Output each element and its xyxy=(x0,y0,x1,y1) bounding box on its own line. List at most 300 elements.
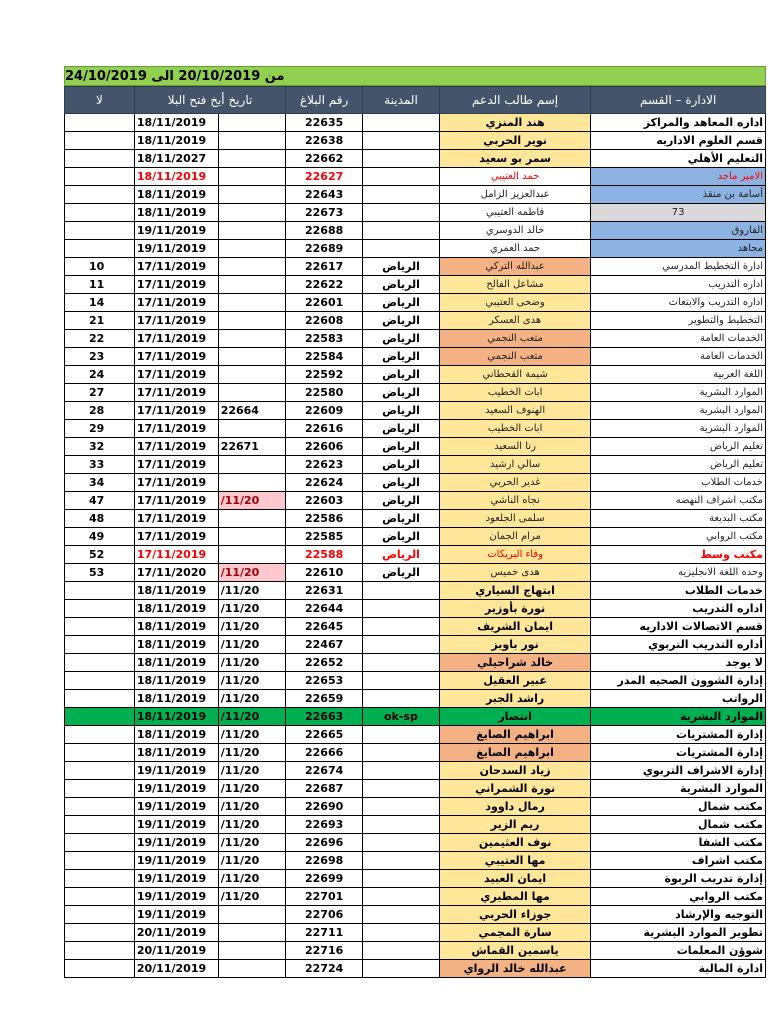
cell-city[interactable]: الرياض xyxy=(363,474,440,492)
cell-ticket[interactable]: 22663 xyxy=(286,708,363,726)
cell-date[interactable]: 17/11/2019 xyxy=(134,438,218,456)
cell-index[interactable]: 48 xyxy=(65,510,135,528)
cell-index[interactable]: 33 xyxy=(65,456,135,474)
cell-extra[interactable]: /11/20 xyxy=(218,816,286,834)
cell-ticket[interactable]: 22665 xyxy=(286,726,363,744)
cell-requester[interactable]: ابراهيم الصايغ xyxy=(439,744,590,762)
cell-index[interactable] xyxy=(65,942,135,960)
cell-requester[interactable]: جوزاء الحربي xyxy=(439,906,590,924)
cell-ticket[interactable]: 22643 xyxy=(286,186,363,204)
cell-city[interactable]: الرياض xyxy=(363,348,440,366)
cell-date[interactable]: 19/11/2019 xyxy=(134,798,218,816)
cell-index[interactable]: 10 xyxy=(65,258,135,276)
cell-date[interactable]: 17/11/2019 xyxy=(134,384,218,402)
cell-department[interactable]: خدمات الطلاب xyxy=(591,474,766,492)
cell-extra[interactable]: /11/20 xyxy=(218,654,286,672)
cell-ticket[interactable]: 22635 xyxy=(286,114,363,132)
cell-index[interactable]: 53 xyxy=(65,564,135,582)
cell-ticket[interactable]: 22622 xyxy=(286,276,363,294)
cell-index[interactable] xyxy=(65,132,135,150)
cell-index[interactable] xyxy=(65,654,135,672)
cell-index[interactable] xyxy=(65,762,135,780)
cell-city[interactable] xyxy=(363,150,440,168)
cell-ticket[interactable]: 22580 xyxy=(286,384,363,402)
cell-ticket[interactable]: 22652 xyxy=(286,654,363,672)
cell-department[interactable]: اداره التدريب xyxy=(591,276,766,294)
cell-ticket[interactable]: 22693 xyxy=(286,816,363,834)
cell-department[interactable]: التعليم الأهلي xyxy=(591,150,766,168)
cell-extra[interactable] xyxy=(218,312,286,330)
cell-date[interactable]: 20/11/2019 xyxy=(134,960,218,978)
cell-requester[interactable]: خالد الدوسري xyxy=(439,222,590,240)
cell-department[interactable]: مجاهد xyxy=(591,240,766,258)
cell-index[interactable] xyxy=(65,150,135,168)
cell-department[interactable]: إدارة الاشراف التربوي xyxy=(591,762,766,780)
cell-date[interactable]: 18/11/2019 xyxy=(134,744,218,762)
cell-extra[interactable]: /11/20 xyxy=(218,780,286,798)
cell-extra[interactable] xyxy=(218,942,286,960)
cell-requester[interactable]: حمد العمري xyxy=(439,240,590,258)
cell-city[interactable] xyxy=(363,186,440,204)
cell-requester[interactable]: ابتهاج السياري xyxy=(439,582,590,600)
cell-index[interactable] xyxy=(65,690,135,708)
cell-requester[interactable]: نجاه الناشي xyxy=(439,492,590,510)
cell-city[interactable] xyxy=(363,672,440,690)
cell-requester[interactable]: وضحى العتيبي xyxy=(439,294,590,312)
cell-city[interactable]: الرياض xyxy=(363,366,440,384)
cell-department[interactable]: مكتب الشفا xyxy=(591,834,766,852)
cell-department[interactable]: 73 xyxy=(591,204,766,222)
cell-index[interactable] xyxy=(65,816,135,834)
cell-extra[interactable] xyxy=(218,348,286,366)
cell-requester[interactable]: ياسمين القماش xyxy=(439,942,590,960)
cell-index[interactable] xyxy=(65,672,135,690)
cell-extra[interactable] xyxy=(218,204,286,222)
cell-requester[interactable]: رمال داوود xyxy=(439,798,590,816)
cell-city[interactable] xyxy=(363,906,440,924)
cell-date[interactable]: 17/11/2019 xyxy=(134,510,218,528)
cell-extra[interactable]: /11/20 xyxy=(218,798,286,816)
cell-index[interactable]: 22 xyxy=(65,330,135,348)
cell-requester[interactable]: سالي ارشيد xyxy=(439,456,590,474)
cell-city[interactable] xyxy=(363,204,440,222)
cell-index[interactable]: 24 xyxy=(65,366,135,384)
cell-index[interactable] xyxy=(65,960,135,978)
cell-index[interactable]: 32 xyxy=(65,438,135,456)
cell-city[interactable] xyxy=(363,834,440,852)
cell-department[interactable]: تعليم الرياض xyxy=(591,456,766,474)
cell-date[interactable]: 17/11/2019 xyxy=(134,456,218,474)
cell-city[interactable] xyxy=(363,744,440,762)
cell-city[interactable] xyxy=(363,762,440,780)
cell-date[interactable]: 19/11/2019 xyxy=(134,762,218,780)
cell-extra[interactable] xyxy=(218,276,286,294)
cell-index[interactable] xyxy=(65,888,135,906)
cell-date[interactable]: 17/11/2019 xyxy=(134,366,218,384)
cell-extra[interactable]: /11/20 xyxy=(218,618,286,636)
cell-requester[interactable]: وفاء البريكات xyxy=(439,546,590,564)
cell-index[interactable] xyxy=(65,708,135,726)
cell-city[interactable] xyxy=(363,888,440,906)
cell-ticket[interactable]: 22716 xyxy=(286,942,363,960)
cell-city[interactable]: الرياض xyxy=(363,402,440,420)
cell-index[interactable]: 34 xyxy=(65,474,135,492)
cell-index[interactable] xyxy=(65,870,135,888)
cell-date[interactable]: 18/11/2019 xyxy=(134,114,218,132)
cell-extra[interactable] xyxy=(218,330,286,348)
cell-extra[interactable]: /11/20 xyxy=(218,672,286,690)
cell-city[interactable] xyxy=(363,168,440,186)
cell-extra[interactable]: /11/20 xyxy=(218,690,286,708)
cell-city[interactable]: الرياض xyxy=(363,564,440,582)
cell-department[interactable]: شوؤن المعلمات xyxy=(591,942,766,960)
cell-requester[interactable]: مها العتيبي xyxy=(439,852,590,870)
cell-ticket[interactable]: 22666 xyxy=(286,744,363,762)
cell-requester[interactable]: فاطمه العتيبي xyxy=(439,204,590,222)
cell-requester[interactable]: ابات الخطيب xyxy=(439,384,590,402)
cell-index[interactable]: 47 xyxy=(65,492,135,510)
cell-index[interactable] xyxy=(65,636,135,654)
cell-index[interactable]: 21 xyxy=(65,312,135,330)
cell-extra[interactable]: /11/20 xyxy=(218,744,286,762)
cell-extra[interactable] xyxy=(218,294,286,312)
cell-index[interactable] xyxy=(65,744,135,762)
cell-department[interactable]: الفاروق xyxy=(591,222,766,240)
cell-ticket[interactable]: 22609 xyxy=(286,402,363,420)
cell-department[interactable]: الموارد البشرية xyxy=(591,384,766,402)
cell-city[interactable] xyxy=(363,690,440,708)
cell-city[interactable]: الرياض xyxy=(363,330,440,348)
cell-index[interactable] xyxy=(65,726,135,744)
cell-city[interactable]: الرياض xyxy=(363,312,440,330)
cell-ticket[interactable]: 22689 xyxy=(286,240,363,258)
cell-city[interactable] xyxy=(363,798,440,816)
cell-department[interactable]: تعليم الرياض xyxy=(591,438,766,456)
cell-department[interactable]: مكتب الروابي xyxy=(591,888,766,906)
cell-date[interactable]: 17/11/2019 xyxy=(134,276,218,294)
cell-ticket[interactable]: 22653 xyxy=(286,672,363,690)
cell-requester[interactable]: زياد السدحان xyxy=(439,762,590,780)
cell-city[interactable] xyxy=(363,816,440,834)
cell-ticket[interactable]: 22698 xyxy=(286,852,363,870)
cell-city[interactable]: الرياض xyxy=(363,510,440,528)
cell-ticket[interactable]: 22674 xyxy=(286,762,363,780)
cell-requester[interactable]: ريم الزير xyxy=(439,816,590,834)
cell-date[interactable]: 17/11/2019 xyxy=(134,348,218,366)
cell-date[interactable]: 18/11/2019 xyxy=(134,708,218,726)
cell-ticket[interactable]: 22638 xyxy=(286,132,363,150)
cell-requester[interactable]: ابراهيم الصايغ xyxy=(439,726,590,744)
cell-date[interactable]: 19/11/2019 xyxy=(134,816,218,834)
cell-department[interactable]: التخطيط والتطوير xyxy=(591,312,766,330)
cell-department[interactable]: ادارة التخطيط المدرسي xyxy=(591,258,766,276)
cell-requester[interactable]: عبير العقيل xyxy=(439,672,590,690)
cell-extra[interactable] xyxy=(218,456,286,474)
cell-date[interactable]: 17/11/2019 xyxy=(134,546,218,564)
cell-extra[interactable] xyxy=(218,546,286,564)
cell-date[interactable]: 19/11/2019 xyxy=(134,222,218,240)
cell-extra[interactable] xyxy=(218,924,286,942)
cell-department[interactable]: مكتب وسط xyxy=(591,546,766,564)
cell-department[interactable]: خدمات الطلاب xyxy=(591,582,766,600)
cell-department[interactable]: اداره المعاهد والمراكز xyxy=(591,114,766,132)
cell-department[interactable]: مكتب اشراف xyxy=(591,852,766,870)
cell-extra[interactable]: /11/20 xyxy=(218,870,286,888)
cell-date[interactable]: 19/11/2019 xyxy=(134,888,218,906)
cell-department[interactable]: اداره التدريب xyxy=(591,600,766,618)
cell-date[interactable]: 18/11/2019 xyxy=(134,132,218,150)
cell-ticket[interactable]: 22706 xyxy=(286,906,363,924)
cell-date[interactable]: 17/11/2019 xyxy=(134,258,218,276)
cell-extra[interactable]: 22664 xyxy=(218,402,286,420)
cell-extra[interactable]: /11/20 xyxy=(218,726,286,744)
cell-index[interactable] xyxy=(65,114,135,132)
cell-ticket[interactable]: 22644 xyxy=(286,600,363,618)
cell-ticket[interactable]: 22586 xyxy=(286,510,363,528)
cell-city[interactable] xyxy=(363,114,440,132)
cell-index[interactable] xyxy=(65,240,135,258)
cell-extra[interactable]: /11/20 xyxy=(218,600,286,618)
cell-extra[interactable]: /11/20 xyxy=(218,888,286,906)
cell-date[interactable]: 18/11/2019 xyxy=(134,204,218,222)
cell-requester[interactable]: خالد شراحيلي xyxy=(439,654,590,672)
cell-city[interactable] xyxy=(363,600,440,618)
cell-department[interactable]: الخدمات العامة xyxy=(591,330,766,348)
cell-index[interactable]: 52 xyxy=(65,546,135,564)
cell-requester[interactable]: حمد العتيبي xyxy=(439,168,590,186)
cell-requester[interactable]: هند المنزي xyxy=(439,114,590,132)
cell-extra[interactable]: /11/20 xyxy=(218,636,286,654)
cell-extra[interactable] xyxy=(218,510,286,528)
cell-ticket[interactable]: 22588 xyxy=(286,546,363,564)
cell-city[interactable] xyxy=(363,654,440,672)
cell-index[interactable]: 49 xyxy=(65,528,135,546)
cell-index[interactable]: 27 xyxy=(65,384,135,402)
cell-city[interactable]: ok-sp xyxy=(363,708,440,726)
cell-date[interactable]: 18/11/2019 xyxy=(134,618,218,636)
cell-date[interactable]: 17/11/2019 xyxy=(134,294,218,312)
cell-city[interactable] xyxy=(363,960,440,978)
cell-ticket[interactable]: 22584 xyxy=(286,348,363,366)
cell-ticket[interactable]: 22601 xyxy=(286,294,363,312)
cell-ticket[interactable]: 22603 xyxy=(286,492,363,510)
cell-date[interactable]: 19/11/2019 xyxy=(134,780,218,798)
cell-department[interactable]: تطوير الموارد البشرية xyxy=(591,924,766,942)
cell-ticket[interactable]: 22617 xyxy=(286,258,363,276)
cell-department[interactable]: الرواتب xyxy=(591,690,766,708)
cell-ticket[interactable]: 22583 xyxy=(286,330,363,348)
cell-date[interactable]: 18/11/2019 xyxy=(134,672,218,690)
cell-date[interactable]: 18/11/2019 xyxy=(134,168,218,186)
cell-department[interactable]: قسم الاتصالات الاداريه xyxy=(591,618,766,636)
cell-city[interactable]: الرياض xyxy=(363,456,440,474)
cell-extra[interactable] xyxy=(218,420,286,438)
cell-extra[interactable]: /11/20 xyxy=(218,582,286,600)
cell-ticket[interactable]: 22608 xyxy=(286,312,363,330)
cell-extra[interactable] xyxy=(218,150,286,168)
cell-index[interactable]: 28 xyxy=(65,402,135,420)
cell-department[interactable]: التوجيه والإرشاد xyxy=(591,906,766,924)
cell-index[interactable] xyxy=(65,618,135,636)
cell-ticket[interactable]: 22631 xyxy=(286,582,363,600)
cell-ticket[interactable]: 22610 xyxy=(286,564,363,582)
cell-department[interactable]: أداره التدريب التربوي xyxy=(591,636,766,654)
cell-date[interactable]: 18/11/2019 xyxy=(134,600,218,618)
cell-city[interactable] xyxy=(363,870,440,888)
cell-ticket[interactable]: 22688 xyxy=(286,222,363,240)
cell-index[interactable] xyxy=(65,582,135,600)
cell-extra[interactable] xyxy=(218,528,286,546)
cell-date[interactable]: 20/11/2019 xyxy=(134,924,218,942)
cell-requester[interactable]: نورة الشمراني xyxy=(439,780,590,798)
cell-ticket[interactable]: 22673 xyxy=(286,204,363,222)
cell-extra[interactable] xyxy=(218,474,286,492)
cell-city[interactable] xyxy=(363,240,440,258)
cell-ticket[interactable]: 22699 xyxy=(286,870,363,888)
cell-date[interactable]: 19/11/2019 xyxy=(134,870,218,888)
cell-requester[interactable]: نوير الحربي xyxy=(439,132,590,150)
cell-extra[interactable] xyxy=(218,906,286,924)
cell-city[interactable] xyxy=(363,636,440,654)
cell-extra[interactable]: /11/20 xyxy=(218,852,286,870)
cell-ticket[interactable]: 22585 xyxy=(286,528,363,546)
cell-date[interactable]: 18/11/2019 xyxy=(134,582,218,600)
cell-index[interactable] xyxy=(65,924,135,942)
cell-index[interactable]: 29 xyxy=(65,420,135,438)
cell-ticket[interactable]: 22701 xyxy=(286,888,363,906)
cell-ticket[interactable]: 22606 xyxy=(286,438,363,456)
cell-date[interactable]: 19/11/2019 xyxy=(134,834,218,852)
cell-requester[interactable]: عبدالله خالد الرواي xyxy=(439,960,590,978)
cell-index[interactable]: 14 xyxy=(65,294,135,312)
cell-requester[interactable]: رنا السعيد xyxy=(439,438,590,456)
cell-city[interactable]: الرياض xyxy=(363,420,440,438)
cell-date[interactable]: 17/11/2019 xyxy=(134,312,218,330)
cell-requester[interactable]: سلمى الجلعود xyxy=(439,510,590,528)
cell-ticket[interactable]: 22687 xyxy=(286,780,363,798)
cell-department[interactable]: الامير ماجد xyxy=(591,168,766,186)
cell-extra[interactable] xyxy=(218,168,286,186)
cell-city[interactable]: الرياض xyxy=(363,492,440,510)
cell-index[interactable] xyxy=(65,798,135,816)
cell-ticket[interactable]: 22592 xyxy=(286,366,363,384)
cell-ticket[interactable]: 22467 xyxy=(286,636,363,654)
cell-date[interactable]: 19/11/2019 xyxy=(134,906,218,924)
cell-requester[interactable]: مرام الجمان xyxy=(439,528,590,546)
cell-requester[interactable]: سارة المجمي xyxy=(439,924,590,942)
cell-department[interactable]: مكتب الروابي xyxy=(591,528,766,546)
cell-index[interactable] xyxy=(65,204,135,222)
cell-requester[interactable]: عبدالعزيز الزامل xyxy=(439,186,590,204)
cell-ticket[interactable]: 22662 xyxy=(286,150,363,168)
cell-extra[interactable] xyxy=(218,186,286,204)
cell-city[interactable]: الرياض xyxy=(363,528,440,546)
cell-ticket[interactable]: 22696 xyxy=(286,834,363,852)
cell-department[interactable]: إدارة المشتريات xyxy=(591,726,766,744)
cell-department[interactable]: قسم العلوم الاداريه xyxy=(591,132,766,150)
cell-index[interactable] xyxy=(65,780,135,798)
cell-department[interactable]: مكتب اشراف النهضه xyxy=(591,492,766,510)
cell-requester[interactable]: نورة بأوزير xyxy=(439,600,590,618)
cell-extra[interactable] xyxy=(218,114,286,132)
cell-extra[interactable] xyxy=(218,132,286,150)
cell-extra[interactable]: 22671 xyxy=(218,438,286,456)
cell-department[interactable]: أسامة بن منقذ xyxy=(591,186,766,204)
cell-date[interactable]: 19/11/2019 xyxy=(134,240,218,258)
cell-city[interactable]: الرياض xyxy=(363,438,440,456)
cell-index[interactable] xyxy=(65,600,135,618)
cell-department[interactable]: مكتب البديعة xyxy=(591,510,766,528)
cell-ticket[interactable]: 22711 xyxy=(286,924,363,942)
cell-ticket[interactable]: 22724 xyxy=(286,960,363,978)
cell-city[interactable] xyxy=(363,618,440,636)
cell-department[interactable]: إدارة تدريب الربوة xyxy=(591,870,766,888)
cell-department[interactable]: الموارد البشرية xyxy=(591,402,766,420)
cell-ticket[interactable]: 22690 xyxy=(286,798,363,816)
cell-date[interactable]: 18/11/2019 xyxy=(134,636,218,654)
cell-date[interactable]: 17/11/2019 xyxy=(134,420,218,438)
cell-extra[interactable]: /11/20 xyxy=(218,762,286,780)
cell-requester[interactable]: هدى العسكر xyxy=(439,312,590,330)
cell-department[interactable]: إدارة المشتريات xyxy=(591,744,766,762)
cell-ticket[interactable]: 22616 xyxy=(286,420,363,438)
cell-date[interactable]: 18/11/2019 xyxy=(134,654,218,672)
cell-city[interactable] xyxy=(363,924,440,942)
cell-city[interactable] xyxy=(363,942,440,960)
cell-date[interactable]: 17/11/2019 xyxy=(134,528,218,546)
cell-date[interactable]: 19/11/2019 xyxy=(134,852,218,870)
cell-requester[interactable]: ابات الخطيب xyxy=(439,420,590,438)
cell-department[interactable]: الخدمات العامة xyxy=(591,348,766,366)
cell-index[interactable]: 23 xyxy=(65,348,135,366)
cell-department[interactable]: الموارد البشرية xyxy=(591,708,766,726)
cell-date[interactable]: 17/11/2019 xyxy=(134,492,218,510)
cell-extra[interactable] xyxy=(218,222,286,240)
cell-department[interactable]: لا يوجد xyxy=(591,654,766,672)
cell-requester[interactable]: هدى خميس xyxy=(439,564,590,582)
cell-extra[interactable] xyxy=(218,240,286,258)
cell-extra[interactable] xyxy=(218,384,286,402)
cell-date[interactable]: 18/11/2019 xyxy=(134,690,218,708)
cell-city[interactable] xyxy=(363,582,440,600)
cell-date[interactable]: 17/11/2019 xyxy=(134,474,218,492)
cell-requester[interactable]: مشاعل الفالح xyxy=(439,276,590,294)
cell-requester[interactable]: ايمان العبيد xyxy=(439,870,590,888)
cell-ticket[interactable]: 22659 xyxy=(286,690,363,708)
cell-city[interactable] xyxy=(363,222,440,240)
cell-department[interactable]: مكتب شمال xyxy=(591,816,766,834)
cell-requester[interactable]: متعب النجمي xyxy=(439,330,590,348)
cell-department[interactable]: الموارد البشرية xyxy=(591,780,766,798)
cell-department[interactable]: إدارة الشوون الصحيه المدر xyxy=(591,672,766,690)
cell-city[interactable]: الرياض xyxy=(363,384,440,402)
cell-requester[interactable]: غدير الحربي xyxy=(439,474,590,492)
cell-city[interactable] xyxy=(363,780,440,798)
cell-extra[interactable]: /11/20 xyxy=(218,564,286,582)
cell-department[interactable]: الموارد البشرية xyxy=(591,420,766,438)
cell-index[interactable] xyxy=(65,834,135,852)
cell-date[interactable]: 18/11/2019 xyxy=(134,726,218,744)
cell-ticket[interactable]: 22645 xyxy=(286,618,363,636)
cell-date[interactable]: 18/11/2019 xyxy=(134,186,218,204)
cell-extra[interactable] xyxy=(218,258,286,276)
cell-city[interactable]: الرياض xyxy=(363,276,440,294)
cell-requester[interactable]: انتصار xyxy=(439,708,590,726)
cell-requester[interactable]: نور باويز xyxy=(439,636,590,654)
cell-index[interactable] xyxy=(65,852,135,870)
cell-ticket[interactable]: 22623 xyxy=(286,456,363,474)
cell-ticket[interactable]: 22624 xyxy=(286,474,363,492)
